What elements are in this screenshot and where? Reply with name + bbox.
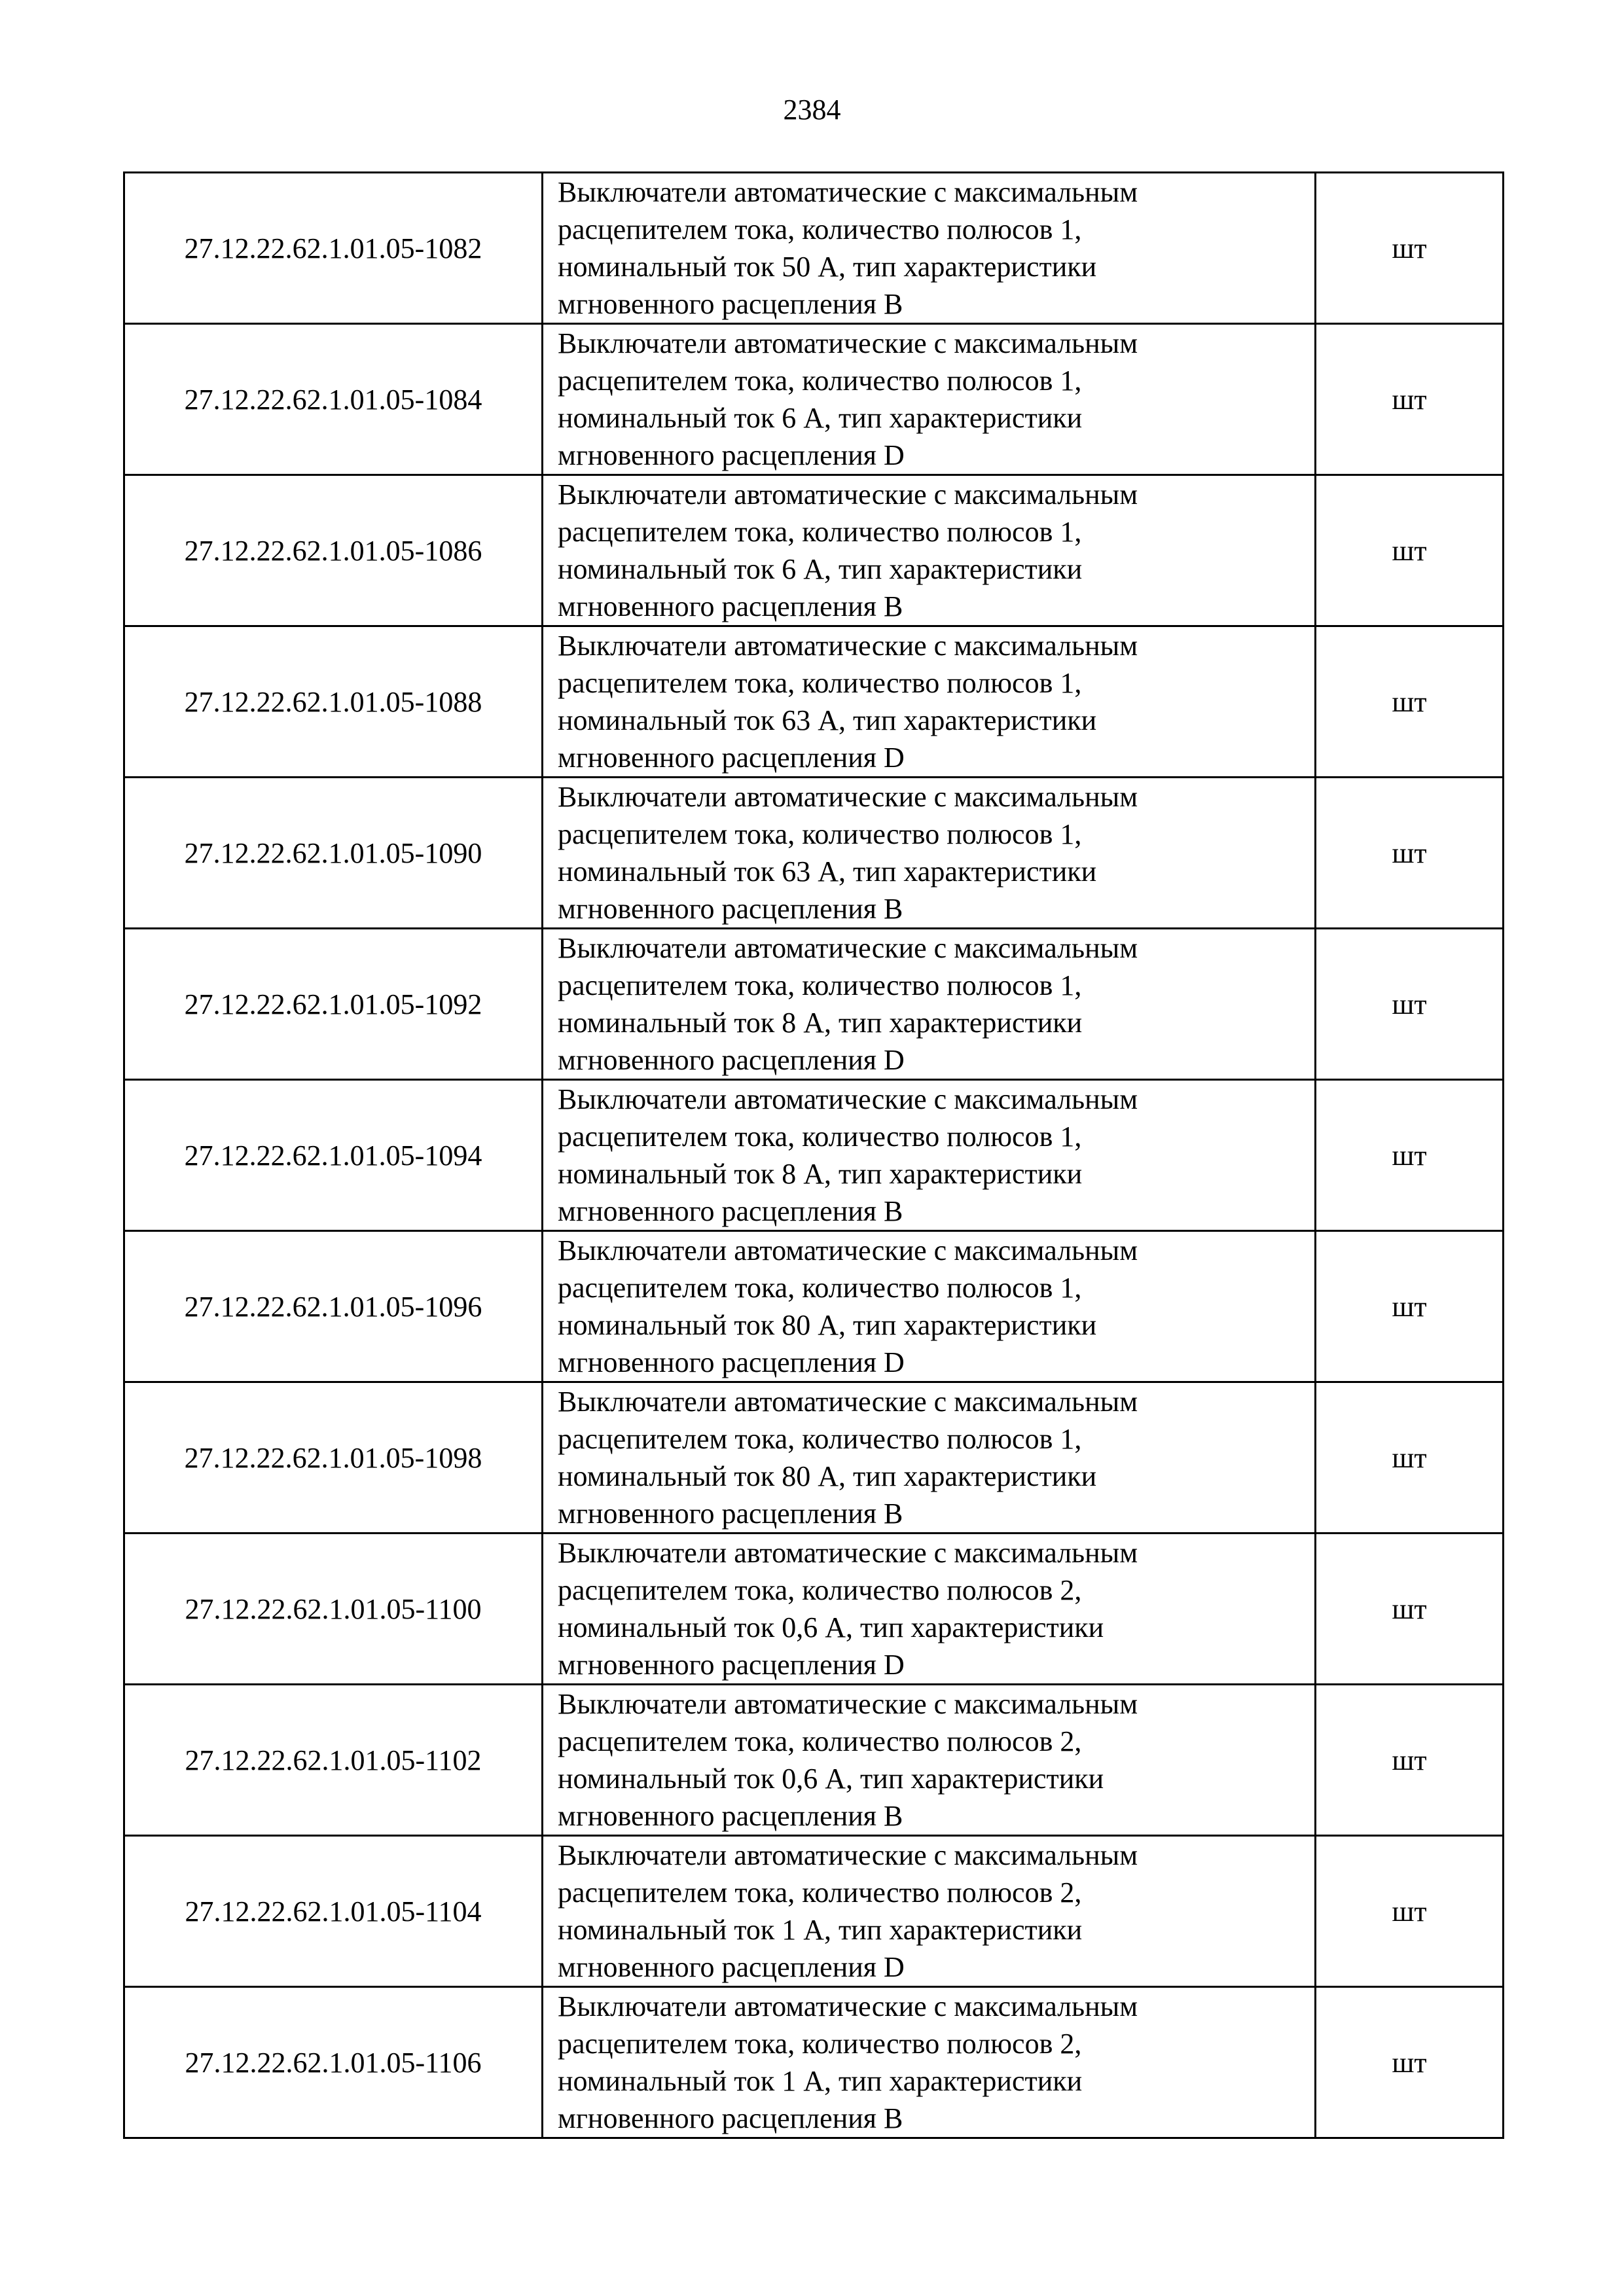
description-line: мгновенного расцепления B (558, 1800, 903, 1832)
resource-code-cell: 27.12.22.62.1.01.05-1094 (124, 1080, 543, 1231)
resource-description-cell (543, 1231, 1316, 1382)
resource-description-cell (543, 324, 1316, 475)
description-line: расцепителем тока, количество полюсов 2, (558, 1574, 1082, 1606)
table-row (124, 1987, 1504, 2138)
description-line: расцепителем тока, количество полюсов 1, (558, 365, 1082, 397)
table-body (124, 173, 1504, 2138)
description-line: мгновенного расцепления D (558, 439, 905, 471)
unit-cell: шт (1316, 1080, 1504, 1231)
resource-code-cell: 27.12.22.62.1.01.05-1096 (124, 1231, 543, 1382)
resource-description-cell (543, 1534, 1316, 1685)
resource-description-cell (543, 475, 1316, 626)
resource-description-cell (543, 1836, 1316, 1987)
table-row (124, 1685, 1504, 1836)
unit-cell: шт (1316, 475, 1504, 626)
description-line: мгновенного расцепления B (558, 893, 903, 925)
resource-code-cell: 27.12.22.62.1.01.05-1082 (124, 173, 543, 324)
description-line: расцепителем тока, количество полюсов 2, (558, 2028, 1082, 2060)
description-line: Выключатели автоматические с максимальным (558, 1234, 1138, 1266)
resource-code-cell: 27.12.22.62.1.01.05-1086 (124, 475, 543, 626)
description-line: номинальный ток 80 А, тип характеристики (558, 1460, 1097, 1492)
description-line: расцепителем тока, количество полюсов 2, (558, 1876, 1082, 1909)
unit-cell: шт (1316, 929, 1504, 1080)
table-row (124, 1231, 1504, 1382)
description-line: Выключатели автоматические с максимальным (558, 932, 1138, 964)
description-line: Выключатели автоматические с максимальным (558, 1537, 1138, 1569)
description-line: расцепителем тока, количество полюсов 1, (558, 213, 1082, 245)
resource-description-cell (543, 1685, 1316, 1836)
table-row (124, 324, 1504, 475)
table-row (124, 475, 1504, 626)
unit-cell: шт (1316, 1836, 1504, 1987)
resource-table (123, 171, 1504, 2139)
table-row (124, 1534, 1504, 1685)
resource-description-cell (543, 626, 1316, 778)
resource-code-cell: 27.12.22.62.1.01.05-1084 (124, 324, 543, 475)
resource-description-cell (543, 929, 1316, 1080)
table-row (124, 778, 1504, 929)
description-line: мгновенного расцепления D (558, 1649, 905, 1681)
table-row (124, 626, 1504, 778)
table-row (124, 1080, 1504, 1231)
description-line: расцепителем тока, количество полюсов 1, (558, 1272, 1082, 1304)
table-row (124, 1382, 1504, 1534)
resource-description-cell (543, 1382, 1316, 1534)
description-line: мгновенного расцепления B (558, 590, 903, 622)
description-line: расцепителем тока, количество полюсов 1, (558, 1121, 1082, 1153)
description-line: номинальный ток 0,6 А, тип характеристики (558, 1611, 1104, 1643)
resource-code-cell: 27.12.22.62.1.01.05-1090 (124, 778, 543, 929)
unit-cell: шт (1316, 1534, 1504, 1685)
description-line: мгновенного расцепления D (558, 1346, 905, 1378)
resource-description-cell (543, 1080, 1316, 1231)
description-line: мгновенного расцепления B (558, 1195, 903, 1227)
resource-code-cell: 27.12.22.62.1.01.05-1106 (124, 1987, 543, 2138)
resource-code-cell: 27.12.22.62.1.01.05-1102 (124, 1685, 543, 1836)
description-line: номинальный ток 1 А, тип характеристики (558, 2065, 1083, 2097)
description-line: мгновенного расцепления B (558, 1498, 903, 1530)
description-line: номинальный ток 50 А, тип характеристики (558, 251, 1097, 283)
page-number: 2384 (783, 94, 841, 126)
description-line: расцепителем тока, количество полюсов 1, (558, 818, 1082, 850)
unit-cell: шт (1316, 1685, 1504, 1836)
resource-code-cell: 27.12.22.62.1.01.05-1098 (124, 1382, 543, 1534)
table-row (124, 1836, 1504, 1987)
table-row (124, 173, 1504, 324)
description-line: номинальный ток 8 А, тип характеристики (558, 1158, 1083, 1190)
unit-cell: шт (1316, 324, 1504, 475)
resource-code-cell: 27.12.22.62.1.01.05-1104 (124, 1836, 543, 1987)
description-line: мгновенного расцепления D (558, 1951, 905, 1983)
unit-cell: шт (1316, 626, 1504, 778)
unit-cell: шт (1316, 1231, 1504, 1382)
description-line: мгновенного расцепления B (558, 2102, 903, 2134)
description-line: расцепителем тока, количество полюсов 1, (558, 969, 1082, 1001)
unit-cell: шт (1316, 778, 1504, 929)
description-line: Выключатели автоматические с максимальным (558, 1386, 1138, 1418)
description-line: расцепителем тока, количество полюсов 1, (558, 516, 1082, 548)
description-line: Выключатели автоматические с максимальным (558, 1839, 1138, 1871)
unit-cell: шт (1316, 173, 1504, 324)
description-line: номинальный ток 80 А, тип характеристики (558, 1309, 1097, 1341)
description-line: Выключатели автоматические с максимальным (558, 1688, 1138, 1720)
description-line: номинальный ток 6 А, тип характеристики (558, 553, 1083, 585)
description-line: расцепителем тока, количество полюсов 2, (558, 1725, 1082, 1757)
description-line: номинальный ток 63 А, тип характеристики (558, 855, 1097, 888)
description-line: мгновенного расцепления D (558, 1044, 905, 1076)
description-line: расцепителем тока, количество полюсов 1, (558, 1423, 1082, 1455)
description-line: номинальный ток 1 А, тип характеристики (558, 1914, 1083, 1946)
resource-description-cell (543, 173, 1316, 324)
unit-cell: шт (1316, 1382, 1504, 1534)
description-line: Выключатели автоматические с максимальным (558, 1990, 1138, 2022)
resource-description-cell (543, 1987, 1316, 2138)
description-line: номинальный ток 8 А, тип характеристики (558, 1007, 1083, 1039)
resource-description-cell (543, 778, 1316, 929)
description-line: мгновенного расцепления D (558, 742, 905, 774)
description-line: Выключатели автоматические с максимальным (558, 1083, 1138, 1115)
description-line: Выключатели автоматические с максимальным (558, 781, 1138, 813)
description-line: номинальный ток 0,6 А, тип характеристики (558, 1763, 1104, 1795)
resource-code-cell: 27.12.22.62.1.01.05-1092 (124, 929, 543, 1080)
description-line: расцепителем тока, количество полюсов 1, (558, 667, 1082, 699)
description-line: номинальный ток 63 А, тип характеристики (558, 704, 1097, 736)
resource-code-cell: 27.12.22.62.1.01.05-1100 (124, 1534, 543, 1685)
description-line: Выключатели автоматические с максимальным (558, 478, 1138, 511)
description-line: Выключатели автоматические с максимальным (558, 327, 1138, 359)
description-line: мгновенного расцепления B (558, 288, 903, 320)
resource-code-cell: 27.12.22.62.1.01.05-1088 (124, 626, 543, 778)
unit-cell: шт (1316, 1987, 1504, 2138)
description-line: Выключатели автоматические с максимальным (558, 630, 1138, 662)
table-row (124, 929, 1504, 1080)
description-line: Выключатели автоматические с максимальным (558, 176, 1138, 208)
description-line: номинальный ток 6 А, тип характеристики (558, 402, 1083, 434)
